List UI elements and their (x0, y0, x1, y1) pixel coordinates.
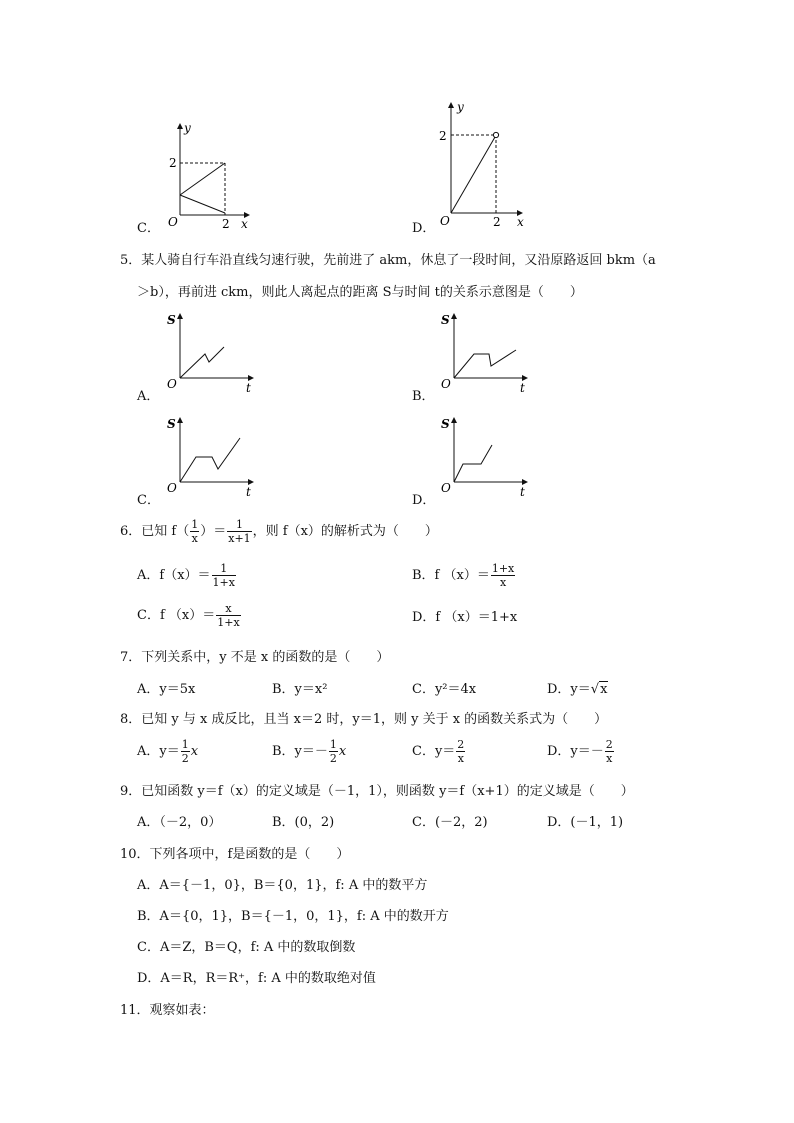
q7-d-radicand: x (600, 682, 608, 697)
q8-c-frac (456, 738, 465, 765)
q7-option-c: C．y²＝4x (412, 682, 477, 697)
q6-option-b (412, 562, 516, 589)
q10-option-c: C．A＝Z，B＝Q，f: A 中的数取倒数 (137, 940, 356, 955)
graph-c-x-label: x (241, 217, 248, 230)
graph-d-y-label: y (457, 100, 464, 114)
q8-d-den: x (606, 752, 613, 765)
q6-option-c (137, 602, 242, 629)
q6-c-den: 1+x (217, 616, 240, 629)
q8-c-label: C．y＝ (412, 744, 456, 759)
q8-b-label: B．y＝－ (272, 744, 328, 759)
q6-frac-arg-den: x (191, 532, 198, 545)
q10-stem: 10．下列各项中，f是函数的是（ ） (120, 847, 350, 862)
q6-c-num: x (216, 602, 240, 616)
q7-stem: 7．下列关系中，y 不是 x 的函数的是（ ） (120, 650, 390, 665)
q8-stem: 8．已知 y 与 x 成反比，且当 x＝2 时，y＝1，则 y 关于 x 的函数关系式为（ ） (120, 712, 608, 727)
q5-b-origin: O (441, 377, 451, 391)
q5-graph-c (162, 414, 262, 499)
q6-frac-arg (190, 518, 199, 545)
q5-d-origin: O (441, 481, 451, 495)
q5-d-t-label: t (520, 485, 525, 499)
q5-b-s-label: S (441, 313, 450, 327)
q6-a-num: 1 (212, 562, 236, 576)
q8-option-c (412, 738, 466, 765)
q6-prefix: 6．已知 f（ (120, 524, 190, 539)
q8-a-label: A．y＝ (137, 744, 180, 759)
q8-option-a (137, 738, 198, 765)
q8-b-den: 2 (329, 752, 337, 765)
graph-c (160, 120, 260, 230)
q10-option-a: A．A＝{－1，0}，B＝{0，1}，f: A 中的数平方 (137, 878, 428, 893)
q6-b-frac (491, 562, 515, 589)
q7-option-a: A．y＝5x (137, 682, 196, 697)
q9-option-a: A．（－2，0） (137, 815, 222, 830)
q8-a-num: 1 (181, 738, 189, 751)
q6-mid: ）＝ (200, 524, 227, 539)
graph-d-x-label: x (517, 215, 524, 229)
q8-b-tail: x (338, 744, 347, 759)
q5-c-s-label: S (167, 417, 176, 431)
q5-c-t-label: t (246, 485, 251, 499)
q6-frac-rhs-num: 1 (227, 518, 251, 532)
q6-suffix: ，则 f（x）的解析式为（ ） (252, 524, 438, 539)
q6-a-den: 1+x (212, 576, 235, 589)
graph-d-origin: O (440, 214, 450, 228)
q5-line2: ＞b），再前进 ckm，则此人离起点的距离 S与时间 t的关系示意图是（ ） (137, 285, 583, 300)
q8-b-num: 1 (329, 738, 337, 751)
q5-option-a: A． (137, 389, 160, 404)
q7-d-label: D．y＝ (547, 682, 591, 697)
q8-option-b (272, 738, 346, 765)
option-c-label: C． (137, 221, 160, 236)
q9-option-c: C．(－2，2) (412, 815, 488, 830)
q6-frac-arg-num: 1 (191, 518, 199, 531)
graph-d (433, 98, 533, 230)
graph-c-origin: O (168, 215, 178, 229)
q5-c-origin: O (167, 481, 177, 495)
q7-option-b: B．y＝x² (272, 682, 328, 697)
q6-frac-rhs-den: x+1 (228, 532, 251, 545)
q5-graph-d (436, 414, 536, 499)
q5-line1: 5．某人骑自行车沿直线匀速行驶，先前进了 akm，休息了一段时间，又沿原路返回 bkm（a (120, 253, 656, 268)
graph-c-tick-2-y: 2 (169, 156, 177, 170)
q6-option-d: D．f （x）＝1+x (412, 610, 518, 625)
q6-b-label: B．f （x）＝ (412, 568, 490, 583)
q6-option-a (137, 562, 237, 589)
q6-c-label: C．f （x）＝ (137, 608, 216, 623)
q8-option-d (547, 738, 615, 765)
q5-graph-b (436, 310, 536, 395)
graph-d-tick-2-y: 2 (439, 129, 447, 143)
q6-a-frac (212, 562, 236, 589)
q8-a-tail: x (190, 744, 199, 759)
q5-a-t-label: t (246, 381, 251, 395)
q11-stem: 11．观察如表： (120, 1003, 215, 1018)
q6-b-den: x (499, 576, 507, 589)
q6-stem (120, 518, 438, 545)
q5-option-c: C． (137, 493, 160, 508)
graph-d-tick-2-x: 2 (493, 215, 501, 229)
q9-option-b: B．(0，2) (272, 815, 335, 830)
q5-option-b: B． (412, 389, 435, 404)
q9-stem: 9．已知函数 y＝f（x）的定义域是（－1，1），则函数 y＝f（x+1）的定义域是（ ） (120, 784, 634, 799)
q6-c-frac (216, 602, 240, 629)
q5-option-d: D． (412, 493, 436, 508)
q8-d-label: D．y＝－ (547, 744, 604, 759)
q6-frac-rhs (227, 518, 251, 545)
q5-d-s-label: S (441, 417, 450, 431)
q8-a-frac (181, 738, 190, 765)
q5-b-t-label: t (520, 381, 525, 395)
option-d-label: D． (412, 221, 436, 236)
q6-a-label: A．f（x）＝ (137, 568, 211, 583)
q5-graph-a (162, 310, 262, 395)
q8-b-frac (329, 738, 338, 765)
q8-c-num: 2 (457, 738, 465, 751)
q10-option-b: B．A＝{0，1}，B＝{－1，0，1}，f: A 中的数开方 (137, 909, 449, 924)
q7-option-d: D．y＝√x (547, 682, 608, 697)
q10-option-d: D．A＝R，R＝R⁺，f: A 中的数取绝对值 (137, 971, 376, 986)
q8-c-den: x (457, 752, 464, 765)
q6-b-num: 1+x (491, 562, 515, 575)
q8-a-den: 2 (181, 752, 189, 765)
q8-d-num: 2 (605, 738, 613, 751)
q5-a-s-label: S (167, 313, 176, 327)
graph-c-y-label: y (184, 121, 191, 135)
q9-option-d: D．(－1，1) (547, 815, 624, 830)
q5-a-origin: O (167, 377, 177, 391)
q8-d-frac (605, 738, 614, 765)
graph-c-tick-2-x: 2 (222, 217, 230, 230)
